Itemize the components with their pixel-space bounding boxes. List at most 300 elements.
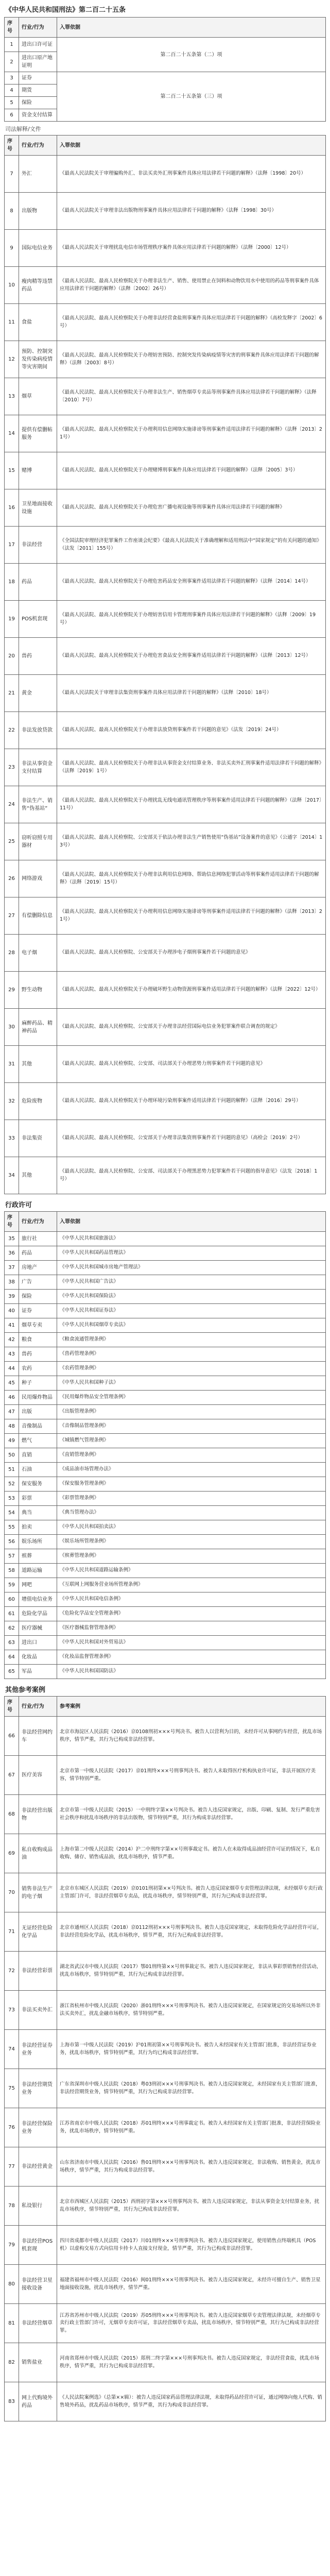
judicial-body: [5, 156, 326, 1194]
row-label: 私自收购成品油: [19, 1834, 57, 1873]
row-label: 私设银行: [19, 2187, 57, 2226]
table-row: [5, 712, 326, 749]
row-basis: 《成品油市场管理办法》: [57, 1463, 326, 1477]
main-table: [4, 17, 326, 122]
row-index: 50: [5, 1448, 19, 1463]
row-label: POS机套现: [19, 601, 57, 638]
license-table: [4, 1211, 326, 1679]
header-basis: 入罪依据: [57, 18, 326, 38]
row-basis: 《最高人民法院、最高人民检察院关于办理利用信息网络实施诽谤等刑事案件适用法律若干问题的解释》（法释〔2013〕21号）: [57, 897, 326, 935]
row-label: 化妆品: [19, 1650, 57, 1665]
row-label: 麻醉药品、精神药品: [19, 1009, 57, 1046]
row-label: 非法经营POS机套现: [19, 2226, 57, 2265]
row-label: 烟草专卖: [19, 1318, 57, 1333]
row-index: 62: [5, 1621, 19, 1636]
row-label: 非法经营烟草: [19, 2304, 57, 2343]
row-basis: 《中华人民共和国烟草专卖法》: [57, 1318, 326, 1333]
row-index: 13: [5, 378, 19, 415]
table-row: [5, 564, 326, 601]
row-index: 40: [5, 1304, 19, 1318]
table-row: [5, 1592, 326, 1607]
row-index: 37: [5, 1261, 19, 1275]
table-header-row: [5, 135, 326, 156]
row-index: 16: [5, 489, 19, 527]
table-row: [5, 1362, 326, 1376]
table-row: [5, 1120, 326, 1157]
row-label: 娱乐场所: [19, 1535, 57, 1549]
row-basis: 《最高人民法院、最高人民检察院关于办理利用信息网络实施诽谤等刑事案件适用法律若干问题的解释》（法释〔2013〕21号）: [57, 415, 326, 452]
table-row: [5, 2265, 326, 2304]
row-index: 75: [5, 2069, 19, 2108]
row-label: 销售盐业: [19, 2343, 57, 2382]
row-index: 6: [5, 109, 19, 122]
row-index: 69: [5, 1834, 19, 1873]
row-label: 药品: [19, 564, 57, 601]
row-index: 81: [5, 2304, 19, 2343]
table-row: [5, 2069, 326, 2108]
table-header-row: [5, 1697, 326, 1717]
row-index: 5: [5, 97, 19, 109]
row-basis: 《最高人民法院、最高人民检察院、公安部关于依法办理非法生产销售使用“伪基站”设备案件的意见》（公通字〔2014〕13号）: [57, 823, 326, 860]
row-index: 54: [5, 1506, 19, 1520]
judicial-heading: 司法解释/文件: [5, 126, 41, 132]
row-label: 非法经营卫星接收设备: [19, 2265, 57, 2304]
row-basis: 《最高人民法院、最高人民检察院关于办理危害食品安全刑事案件适用法律若干问题的解释》（法释〔2013〕12号）: [57, 638, 326, 675]
table-header-row: [5, 1212, 326, 1232]
row-index: 65: [5, 1665, 19, 1679]
row-index: 39: [5, 1290, 19, 1304]
table-row: [5, 156, 326, 193]
row-case: 广东省深圳市中级人民法院（2018）粤03刑初×××号刑事判决书。被告人违反国家规定，未经国家有关主管部门批准，非法经营期货业务，情节特别严重，其行为已构成非法经营罪。: [57, 2069, 326, 2108]
row-label: 殡葬: [19, 1549, 57, 1564]
row-label: 彩票: [19, 1492, 57, 1506]
row-basis: 《最高人民法院、最高人民检察院关于办理环境污染刑事案件适用法律若干问题的解释》（法释〔2016〕29号）: [57, 1083, 326, 1120]
row-index: 10: [5, 267, 19, 304]
row-basis: 《中华人民共和国国防法》: [57, 1665, 326, 1679]
row-basis: 《彩票管理条例》: [57, 1492, 326, 1506]
table-row: [5, 786, 326, 823]
row-basis: 《兽药管理条例》: [57, 1347, 326, 1362]
row-label: 瘦肉精等违禁药品: [19, 267, 57, 304]
row-basis: 《最高人民法院、最高人民检察院、公安部关于办理非法集资刑事案件若干问题的意见》（高检会〔2019〕2号）: [57, 1120, 326, 1157]
row-index: 9: [5, 230, 19, 267]
header-index: 序号: [5, 135, 19, 156]
row-case: 北京市东城区人民法院（2019）京0101刑初第××号判决书。被告人违反国家烟草专卖管理法律法规，未经烟草专卖行政主管部门许可，非法经营烟草专卖品，扰乱市场秩序，情节特别严重，其行为已构成非法经营罪。: [57, 1873, 326, 1912]
row-case: 四川省成都市中级人民法院（2017）川01刑终×××号刑事判决书。被告人违反国家规定，使用销售点终端机具（POS机）以虚构交易方式向信用卡持卡人直接支付现金，情节严重，其行为已构成非法经营罪。: [57, 2226, 326, 2265]
table-row: [5, 1318, 326, 1333]
row-basis: 《最高人民法院、最高人民检察院关于办理危害药品安全刑事案件适用法律若干问题的解释》（法释〔2014〕14号）: [57, 564, 326, 601]
row-label: 销售非法生产的电子烟: [19, 1873, 57, 1912]
table-row: [5, 1232, 326, 1246]
row-index: 28: [5, 935, 19, 972]
row-index: 58: [5, 1564, 19, 1578]
table-row: [5, 749, 326, 786]
row-basis: 《最高人民法院、最高人民检察院关于办理非法放贷刑事案件若干问题的意见》（法发〔2019〕24号）: [57, 712, 326, 749]
table-row: [5, 2226, 326, 2265]
row-label: 窃听窃照专用器材: [19, 823, 57, 860]
row-basis: 《娱乐场所管理条例》: [57, 1535, 326, 1549]
row-basis: 《最高人民法院、最高人民检察院关于办理妨害信用卡管理刑事案件具体应用法律若干问题的解释》（法释〔2009〕19号）: [57, 601, 326, 638]
row-index: 29: [5, 972, 19, 1009]
row-basis: 《中华人民共和国对外贸易法》: [57, 1636, 326, 1650]
row-index: 63: [5, 1636, 19, 1650]
row-label: 出版物: [19, 193, 57, 230]
row-basis: 《最高人民法院、最高人民检察院关于办理非法生产、销售烟草专卖品等刑事案件具体应用法律若干问题的解释》（法释〔2010〕7号）: [57, 378, 326, 415]
row-index: 47: [5, 1405, 19, 1419]
row-basis: 《中华人民共和国拍卖法》: [57, 1520, 326, 1535]
row-case: 北京市西城区人民法院（2015）西刑初字第×××号刑事判决书。被告人违反国家规定，非法从事资金支付结算业务，扰乱市场秩序，情节特别严重，其行为已构成非法经营罪。: [57, 2187, 326, 2226]
judicial-table: [4, 135, 326, 1194]
row-label: 医疗美容: [19, 1756, 57, 1795]
table-row: [5, 2108, 326, 2147]
page-title: 《中华人民共和国刑法》第二百二十五条: [5, 6, 126, 14]
row-label: 非法经营期货业务: [19, 2069, 57, 2108]
header-case: 参考案例: [57, 1697, 326, 1717]
row-index: 61: [5, 1607, 19, 1621]
row-label: 音像制品: [19, 1419, 57, 1434]
table-row: [5, 2187, 326, 2226]
header-industry: 行业/行为: [19, 1697, 57, 1717]
row-basis: 《最高人民法院、最高人民检察院关于办理非法利用信息网络、帮助信息网络犯罪活动等刑事案件适用法律若干问题的解释》（法释〔2019〕15号）: [57, 860, 326, 897]
table-row: [5, 527, 326, 564]
row-index: 24: [5, 786, 19, 823]
table-row: [5, 897, 326, 935]
row-index: 67: [5, 1756, 19, 1795]
row-label: 电子烟: [19, 935, 57, 972]
header-index: 序号: [5, 1697, 19, 1717]
row-label: 无证经营危险化学品: [19, 1912, 57, 1952]
cases-title: 其他参考案例: [5, 1686, 46, 1694]
row-index: 80: [5, 2265, 19, 2304]
row-index: 7: [5, 156, 19, 193]
row-label: 期货: [19, 84, 57, 97]
table-row: [5, 2304, 326, 2343]
row-label: 提供有偿删帖服务: [19, 415, 57, 452]
row-index: 60: [5, 1592, 19, 1607]
table-header-row: [5, 18, 326, 38]
table-row: [5, 1650, 326, 1665]
table-row: [5, 675, 326, 712]
table-row: [5, 1376, 326, 1391]
row-basis: 《最高人民法院、最高人民检察院关于办理扰乱无线电通讯管理秩序等刑事案件适用法律若干问题的解释》（法释〔2017〕11号）: [57, 786, 326, 823]
row-label: 食盐: [19, 304, 57, 341]
row-index: 73: [5, 1991, 19, 2030]
row-label: 直销: [19, 1448, 57, 1463]
row-basis: 《中华人民共和国电信条例》: [57, 1592, 326, 1607]
row-index: 19: [5, 601, 19, 638]
row-basis: 《音像制品管理条例》: [57, 1419, 326, 1434]
row-label: 野生动物: [19, 972, 57, 1009]
license-title: 行政许可: [5, 1201, 32, 1209]
row-label: 保险: [19, 97, 57, 109]
header-basis: 入罪依据: [57, 135, 326, 156]
row-index: 20: [5, 638, 19, 675]
row-index: 72: [5, 1952, 19, 1991]
table-row: [5, 1448, 326, 1463]
row-index: 68: [5, 1795, 19, 1834]
row-index: 33: [5, 1120, 19, 1157]
row-index: 41: [5, 1318, 19, 1333]
row-case: 浙江省杭州市中级人民法院（2020）浙01刑终×××号刑事判决书。被告人违反国家规定，在国家规定的交易场所以外非法买卖外汇，扰乱金融市场秩序，情节特别严重。: [57, 1991, 326, 2030]
table-row: [5, 1046, 326, 1083]
header-industry: 行业/行为: [19, 135, 57, 156]
row-basis: 《出版管理条例》: [57, 1405, 326, 1419]
table-row: [5, 1621, 326, 1636]
row-label: 非法经营网约车: [19, 1717, 57, 1756]
row-index: 57: [5, 1549, 19, 1564]
table-row: [5, 452, 326, 489]
row-index: 27: [5, 897, 19, 935]
row-basis: 《最高人民法院关于审理扰乱电信市场管理秩序案件具体应用法律若干问题的解释》（法释〔2000〕12号）: [57, 230, 326, 267]
row-basis: 《中华人民共和国种子法》: [57, 1376, 326, 1391]
row-label: 房地产: [19, 1261, 57, 1275]
table-row: [5, 1391, 326, 1405]
row-basis: 第二百二十五条第（二）项: [57, 38, 326, 72]
row-basis: 《最高人民法院、最高人民检察院、公安部、司法部关于办理黑恶势力犯罪案件若干问题的指导意见》（法发〔2018〕1号）: [57, 1157, 326, 1194]
row-label: 兽药: [19, 638, 57, 675]
row-basis: 第二百二十五条第（三）项: [57, 72, 326, 122]
header-industry: 行业/行为: [19, 18, 57, 38]
row-case: 山东省济南市中级人民法院（2016）鲁01刑终×××号刑事判决书。被告人违反国家规定，非法收购、销售黄金，扰乱市场秩序，情节严重，其行为构成非法经营罪。: [57, 2147, 326, 2187]
table-row: [5, 1549, 326, 1564]
table-row: [5, 1083, 326, 1120]
row-basis: 《直销管理条例》: [57, 1448, 326, 1463]
row-index: 25: [5, 823, 19, 860]
row-label: 非法经营证券业务: [19, 2030, 57, 2069]
row-index: 45: [5, 1376, 19, 1391]
row-label: 黄金: [19, 675, 57, 712]
row-label: 非法经营保险业务: [19, 2108, 57, 2147]
row-index: 17: [5, 527, 19, 564]
row-basis: 《中华人民共和国广告法》: [57, 1275, 326, 1290]
row-label: 广告: [19, 1275, 57, 1290]
row-label: 危险化学品: [19, 1607, 57, 1621]
row-index: 51: [5, 1463, 19, 1477]
row-index: 42: [5, 1333, 19, 1347]
row-index: 83: [5, 2382, 19, 2421]
table-row: [5, 1492, 326, 1506]
row-label: 非法经营: [19, 527, 57, 564]
row-index: 14: [5, 415, 19, 452]
row-index: 48: [5, 1419, 19, 1434]
row-index: 23: [5, 749, 19, 786]
table-row: [5, 193, 326, 230]
table-row: [5, 1795, 326, 1834]
table-row: [5, 1157, 326, 1194]
table-row: [5, 1665, 326, 1679]
row-label: 赌博: [19, 452, 57, 489]
cases-table: [4, 1696, 326, 2421]
table-row: [5, 1009, 326, 1046]
table-row: [5, 230, 326, 267]
row-label: 国际电信业务: [19, 230, 57, 267]
table-row: [5, 638, 326, 675]
row-label: 保险: [19, 1290, 57, 1304]
row-label: 道路运输: [19, 1564, 57, 1578]
table-row: [5, 2382, 326, 2421]
table-row: [5, 2030, 326, 2069]
table-row: [5, 1873, 326, 1912]
row-index: 36: [5, 1246, 19, 1261]
row-label: 燃气: [19, 1434, 57, 1448]
row-basis: 《最高人民法院、最高人民检察院、公安部关于办理涉电子烟刑事案件若干问题的意见》: [57, 935, 326, 972]
row-label: 资金支付结算: [19, 109, 57, 122]
row-label: 外汇: [19, 156, 57, 193]
table-row: [5, 1246, 326, 1261]
row-label: 进出口: [19, 1636, 57, 1650]
row-index: 55: [5, 1520, 19, 1535]
row-index: 49: [5, 1434, 19, 1448]
row-label: 卫星地面接收设施: [19, 489, 57, 527]
row-index: 4: [5, 84, 19, 97]
row-label: 非法集资: [19, 1120, 57, 1157]
row-basis: 《中华人民共和国证券法》: [57, 1304, 326, 1318]
row-basis: 《中华人民共和国道路运输条例》: [57, 1564, 326, 1578]
table-row: [5, 1434, 326, 1448]
table-row: [5, 489, 326, 527]
row-label: 农药: [19, 1362, 57, 1376]
row-basis: 《城镇燃气管理条例》: [57, 1434, 326, 1448]
table-row: [5, 1756, 326, 1795]
table-row: [5, 1506, 326, 1520]
row-index: 30: [5, 1009, 19, 1046]
row-label: 非法经营出版物: [19, 1795, 57, 1834]
table-row: [5, 2343, 326, 2382]
row-label: 非法经营彩票: [19, 1952, 57, 1991]
row-index: 76: [5, 2108, 19, 2147]
row-index: 35: [5, 1232, 19, 1246]
row-label: 非法经营黄金: [19, 2147, 57, 2187]
header-index: 序号: [5, 1212, 19, 1232]
row-index: 82: [5, 2343, 19, 2382]
row-label: 网上代购境外药品: [19, 2382, 57, 2421]
row-case: 湖北省武汉市中级人民法院（2017）鄂01刑终第××号刑事裁定书。被告人违反国家规定，非法从事彩票销售经营活动，扰乱市场秩序，情节特别严重，其行为已构成非法经营罪。: [57, 1952, 326, 1991]
row-basis: 《最高人民法院、最高人民检察院关于办理非法经营食盐刑事案件具体应用法律若干问题的解释》（高检发释字〔2002〕6号）: [57, 304, 326, 341]
row-index: 34: [5, 1157, 19, 1194]
table-row: [5, 1991, 326, 2030]
table-row: [5, 1275, 326, 1290]
header-basis: 入罪依据: [57, 1212, 326, 1232]
row-basis: 《危险化学品安全管理条例》: [57, 1607, 326, 1621]
row-label: 网吧: [19, 1578, 57, 1592]
row-index: 64: [5, 1650, 19, 1665]
row-index: 18: [5, 564, 19, 601]
row-label: 有偿删除信息: [19, 897, 57, 935]
table-row: [5, 1535, 326, 1549]
row-case: 上海市第二中级人民法院（2014）沪二中刑终字第××号刑事裁定书。被告人在未取得成品油经营许可证的情况下，私自收购、储存、销售成品油，扰乱市场秩序，情节严重。: [57, 1834, 326, 1873]
table-row: [5, 601, 326, 638]
row-case: 北京市第一中级人民法院（2015）一中刑终字第××号判决书。被告人违反国家规定，出版、印刷、复制、发行严重危害社会秩序和扰乱市场秩序的非法出版物，情节特别严重，其行为构成非法经营罪。: [57, 1795, 326, 1834]
table-row: [5, 1717, 326, 1756]
table-row: [5, 823, 326, 860]
row-label: 证券: [19, 1304, 57, 1318]
row-case: 上海市第一中级人民法院（2019）沪01刑初第××号刑事判决书。被告人未经国家有关主管部门批准，非法经营证券业务，扰乱市场秩序，情节特别严重，其行为均已构成非法经营罪。: [57, 2030, 326, 2069]
row-index: 74: [5, 2030, 19, 2069]
header-index: 序号: [5, 18, 19, 38]
row-index: 12: [5, 341, 19, 378]
row-case: 北京市第一中级人民法院（2017）京01刑终×××号刑事判决书。被告人未取得医疗机构执业许可证，非法开展医疗美容，情节特别严重。: [57, 1756, 326, 1795]
row-label: 种子: [19, 1376, 57, 1391]
row-label: 非法发放贷款: [19, 712, 57, 749]
row-index: 15: [5, 452, 19, 489]
row-index: 44: [5, 1362, 19, 1376]
cases-body: [5, 1717, 326, 2421]
table-row: [5, 1578, 326, 1592]
row-index: 71: [5, 1912, 19, 1952]
header-industry: 行业/行为: [19, 1212, 57, 1232]
row-label: 其他: [19, 1157, 57, 1194]
row-label: 石油: [19, 1463, 57, 1477]
row-index: 3: [5, 72, 19, 84]
row-basis: 《医疗器械监督管理条例》: [57, 1621, 326, 1636]
row-label: 其他: [19, 1046, 57, 1083]
row-index: 2: [5, 52, 19, 72]
row-index: 46: [5, 1391, 19, 1405]
row-index: 59: [5, 1578, 19, 1592]
row-basis: 《最高人民法院关于审理非法出版物刑事案件具体应用法律若干问题的解释》（法释〔1998〕30号）: [57, 193, 326, 230]
row-case: 北京市海淀区人民法院（2016）京0108刑初×××号判决书。被告人以营利为目的，未经许可从事网约车经营，扰乱市场秩序，情节严重，其行为已构成非法经营罪。: [57, 1717, 326, 1756]
row-basis: 《最高人民法院关于审理骗购外汇、非法买卖外汇刑事案件具体应用法律若干问题的解释》（法释〔1998〕20号）: [57, 156, 326, 193]
row-index: 53: [5, 1492, 19, 1506]
table-row: [5, 304, 326, 341]
table-row: [5, 1405, 326, 1419]
row-label: 典当: [19, 1506, 57, 1520]
row-basis: 《最高人民法院、最高人民检察院关于办理赌博刑事案件具体应用法律若干问题的解释》（法释〔2005〕3号）: [57, 452, 326, 489]
row-basis: 《粮食流通管理条例》: [57, 1333, 326, 1347]
row-basis: 《最高人民法院、最高人民检察院关于办理非法生产、销售、使用禁止在饲料和动物饮用水中使用的药品等刑事案件具体应用法律若干问题的解释》（法释〔2002〕26号）: [57, 267, 326, 304]
row-index: 31: [5, 1046, 19, 1083]
table-row: [5, 2147, 326, 2187]
table-row: [5, 972, 326, 1009]
table-row: [5, 1607, 326, 1621]
row-case: 江苏省南京市中级人民法院（2018）苏01刑终×××号刑事裁定书。被告人未经国家有关主管部门批准，非法经营保险业务，扰乱市场秩序，情节特别严重。: [57, 2108, 326, 2147]
row-label: 非法从事资金支付结算: [19, 749, 57, 786]
row-basis: 《中华人民共和国城市房地产管理法》: [57, 1261, 326, 1275]
row-case: 江苏省苏州市中级人民法院（2019）苏05刑终×××号刑事判决书。被告人违反国家烟草专卖管理法律法规，未经烟草专卖行政主管部门许可，无烟草专卖许可证，非法经营烟草专卖品，扰乱市场秩序，情节特别严重，其行为已构成非法经营罪。: [57, 2304, 326, 2343]
row-basis: 《最高人民法院、最高人民检察院、公安部关于办理非法经营国际电信业务犯罪案件联合调查的规定》: [57, 1009, 326, 1046]
row-label: 军品: [19, 1665, 57, 1679]
table-row: [5, 1912, 326, 1952]
table-row: [5, 1290, 326, 1304]
table-row: [5, 38, 326, 52]
row-basis: 《全国法院审理经济犯罪案件工作座谈会纪要》《最高人民法院关于准确理解和适用刑法中“国家规定”的有关问题的通知》（法发〔2011〕155号）: [57, 527, 326, 564]
row-label: 药品: [19, 1246, 57, 1261]
table-row: [5, 267, 326, 304]
table-row: [5, 1304, 326, 1318]
table-row: [5, 1477, 326, 1492]
table-row: [5, 1834, 326, 1873]
table-row: [5, 860, 326, 897]
row-label: 进出口许可证: [19, 38, 57, 52]
row-index: 66: [5, 1717, 19, 1756]
table-row: [5, 1333, 326, 1347]
row-case: 福建省福州市中级人民法院（2016）闽01刑终×××号刑事判决书。被告人违反国家规定，未经许可擅自生产、销售卫星地面接收设施，扰乱市场秩序，情节严重。: [57, 2265, 326, 2304]
row-basis: 《互联网上网服务营业场所管理条例》: [57, 1578, 326, 1592]
table-row: [5, 1463, 326, 1477]
row-basis: 《最高人民法院、最高人民检察院关于办理危害广播电视设施等刑事案件具体应用法律若干问题的解释》: [57, 489, 326, 527]
row-basis: 《中华人民共和国药品管理法》: [57, 1246, 326, 1261]
row-label: 医疗器械: [19, 1621, 57, 1636]
row-index: 77: [5, 2147, 19, 2187]
row-index: 22: [5, 712, 19, 749]
row-label: 危险废物: [19, 1083, 57, 1120]
row-case: 北京市通州区人民法院（2018）京0112刑初×××号刑事判决书。被告人违反国家规定，未取得危险化学品经营许可证，非法经营危险化学品，扰乱市场秩序，情节严重，其行为已构成非法经营罪。: [57, 1912, 326, 1952]
table-row: [5, 378, 326, 415]
table-row: [5, 1419, 326, 1434]
row-label: 证券: [19, 72, 57, 84]
row-index: 38: [5, 1275, 19, 1290]
row-index: 78: [5, 2187, 19, 2226]
